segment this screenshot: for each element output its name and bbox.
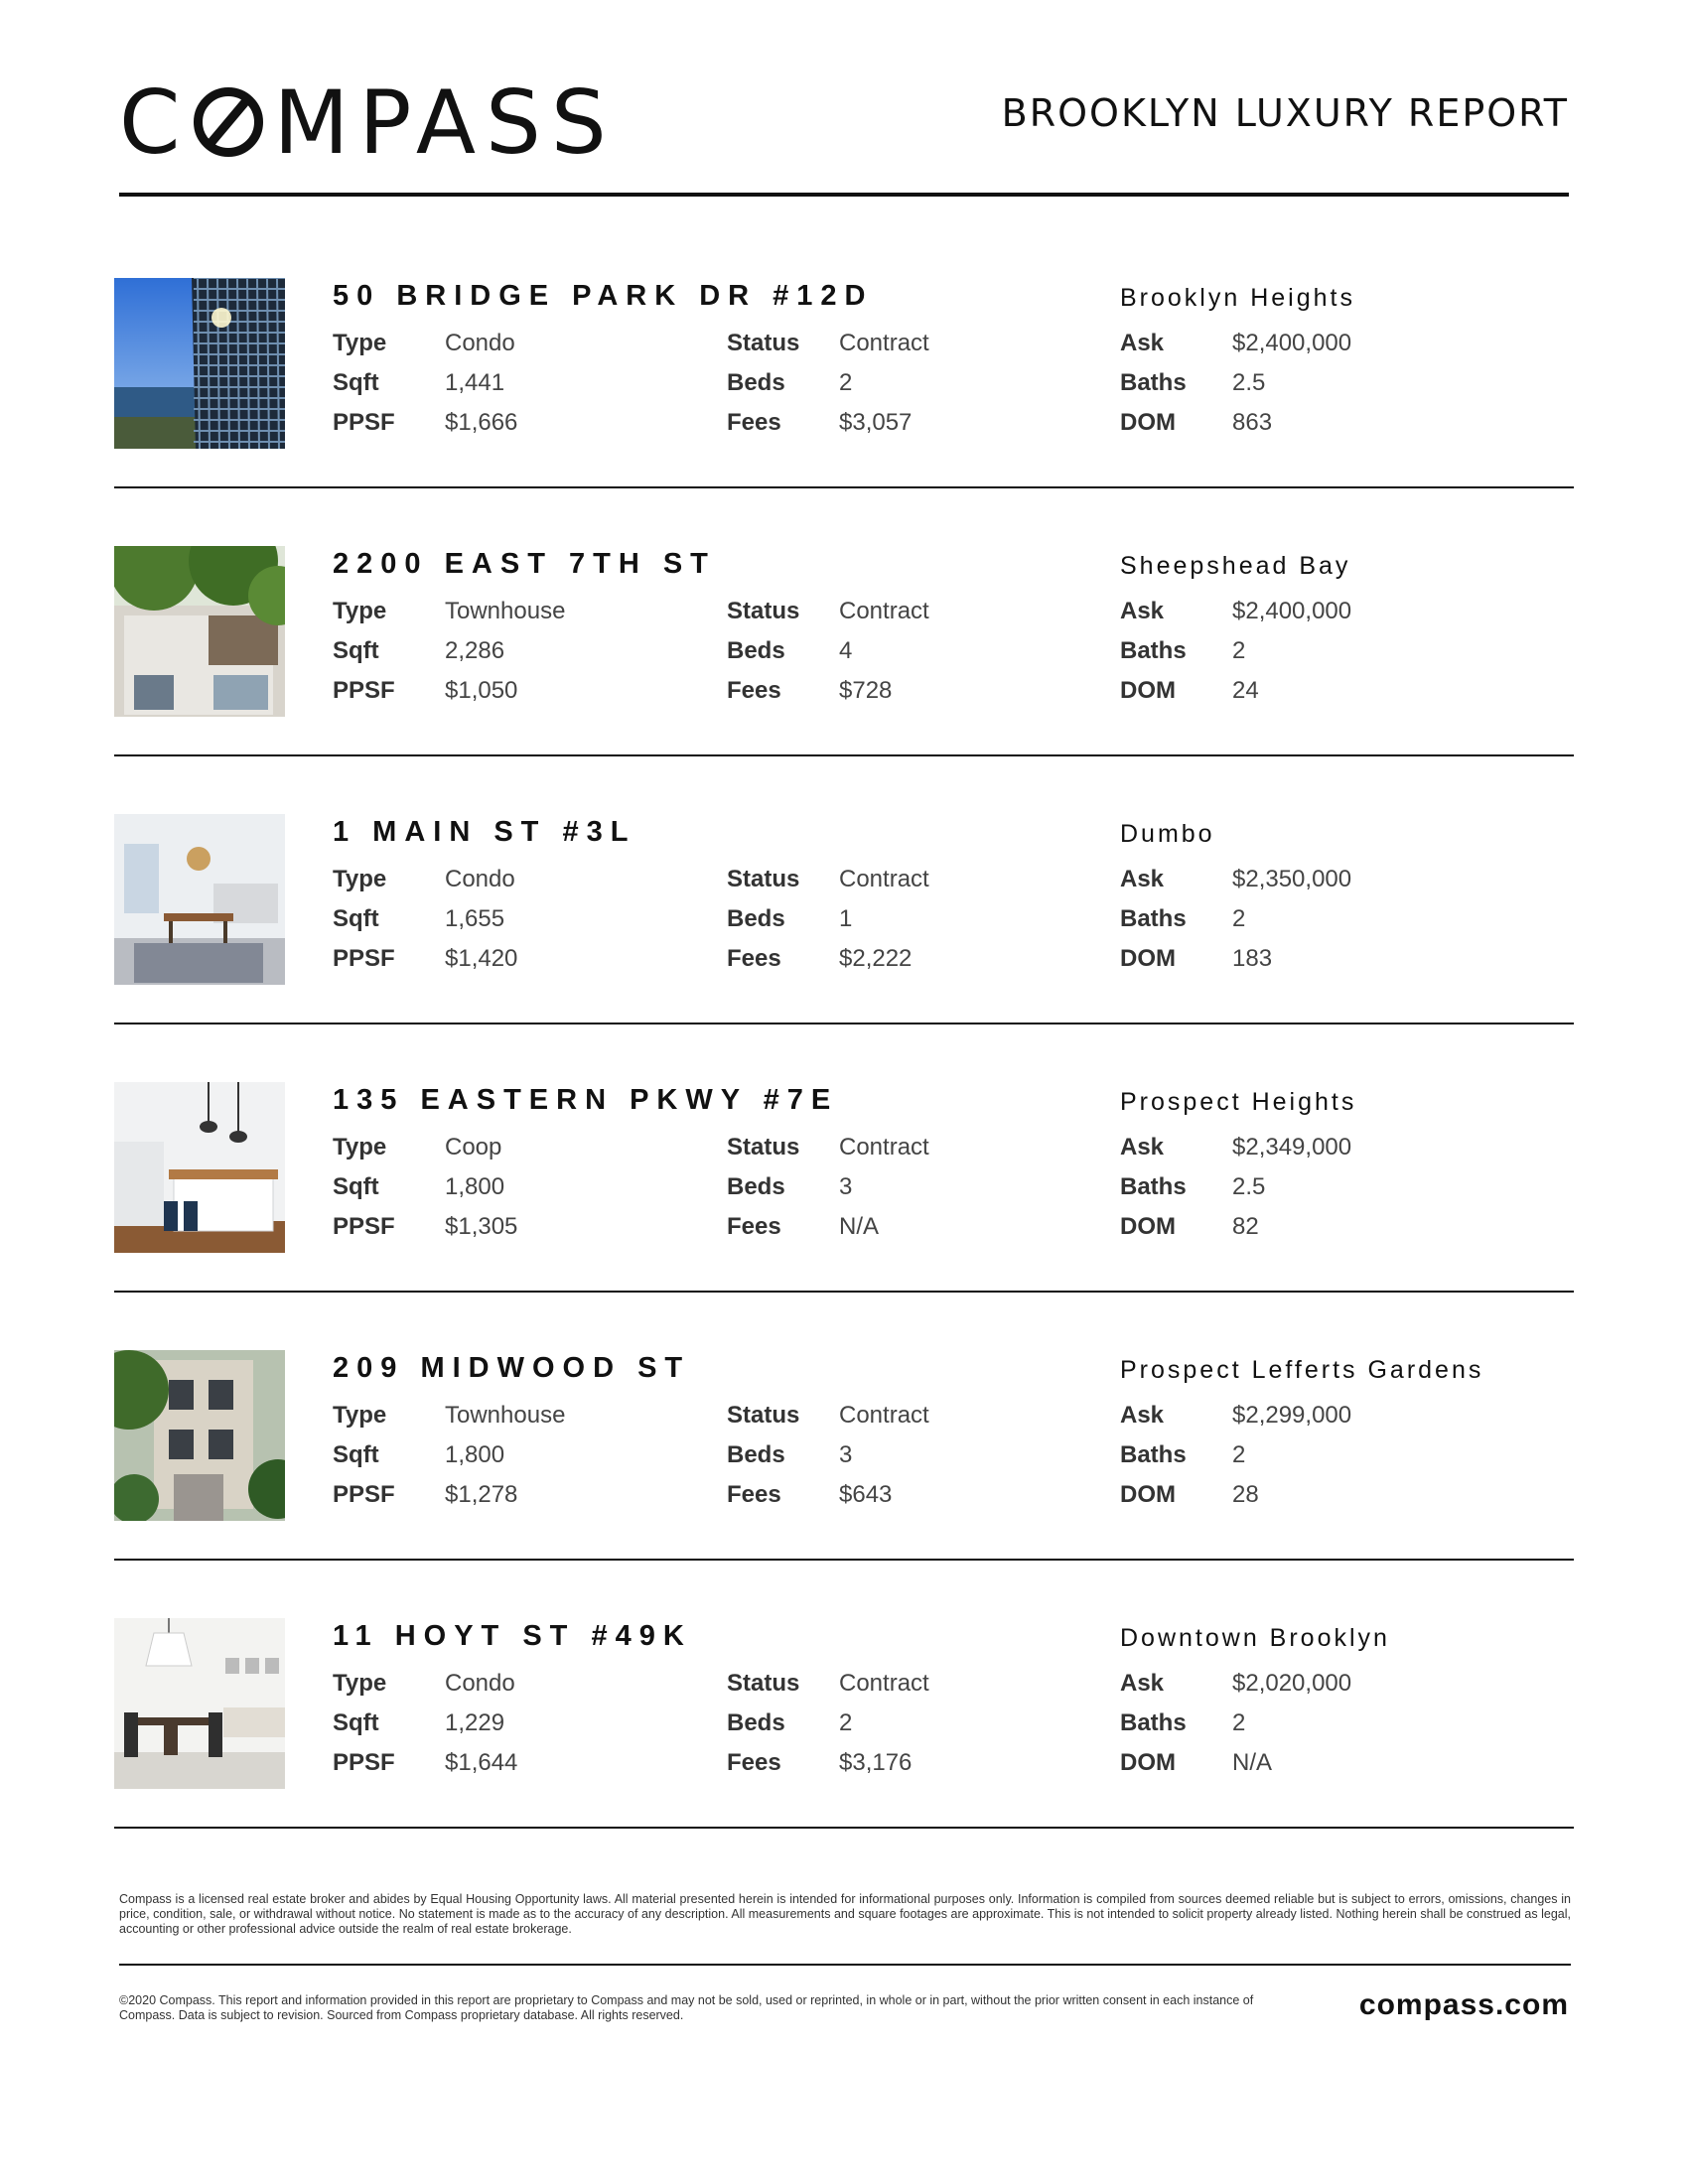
listing-photo[interactable]	[114, 1618, 285, 1789]
listing-card[interactable]	[114, 488, 1574, 756]
field-value-fees: $3,057	[839, 409, 913, 436]
field-label: Ask	[1120, 1670, 1165, 1697]
field-label: Baths	[1120, 369, 1187, 396]
field-label: DOM	[1120, 1213, 1176, 1240]
field-value-sqft: 1,441	[445, 369, 505, 396]
field-label: Beds	[727, 369, 785, 396]
field-value-baths: 2	[1232, 1709, 1246, 1736]
compass-logo: C MPASS	[119, 71, 617, 174]
field-label: Fees	[727, 409, 781, 436]
field-value-sqft: 1,800	[445, 1173, 505, 1200]
field-label: Baths	[1120, 1173, 1187, 1200]
field-label: Sqft	[333, 369, 379, 396]
field-value-ppsf: $1,644	[445, 1749, 518, 1776]
field-label: Type	[333, 866, 387, 892]
field-value-status: Contract	[839, 1402, 929, 1429]
field-value-dom: 863	[1232, 409, 1273, 436]
listing-address[interactable]: 50 BRIDGE PARK DR #12D	[333, 280, 874, 312]
field-label: Status	[727, 1670, 800, 1697]
listing-neighborhood: Sheepshead Bay	[1120, 552, 1351, 580]
field-label: Fees	[727, 1749, 781, 1776]
field-label: Beds	[727, 1709, 785, 1736]
field-value-ppsf: $1,666	[445, 409, 518, 436]
listing-card[interactable]	[114, 756, 1574, 1024]
field-label: PPSF	[333, 677, 395, 704]
field-label: Beds	[727, 905, 785, 932]
footer-divider	[119, 1964, 1571, 1966]
field-value-status: Contract	[839, 1670, 929, 1697]
field-label: PPSF	[333, 1213, 395, 1240]
field-value-dom: N/A	[1232, 1749, 1273, 1776]
field-value-fees: $728	[839, 677, 893, 704]
field-label: Baths	[1120, 1709, 1187, 1736]
field-value-type: Coop	[445, 1134, 502, 1160]
field-label: Baths	[1120, 1441, 1187, 1468]
field-label: Ask	[1120, 330, 1165, 356]
listing-address[interactable]: 135 EASTERN PKWY #7E	[333, 1084, 839, 1116]
field-value-status: Contract	[839, 330, 929, 356]
listing-address[interactable]: 209 MIDWOOD ST	[333, 1352, 691, 1384]
field-value-sqft: 1,229	[445, 1709, 505, 1736]
field-value-dom: 82	[1232, 1213, 1259, 1240]
field-label: DOM	[1120, 945, 1176, 972]
listing-photo[interactable]	[114, 546, 285, 717]
field-label: Status	[727, 1402, 800, 1429]
field-value-ppsf: $1,420	[445, 945, 518, 972]
field-value-status: Contract	[839, 1134, 929, 1160]
field-value-type: Condo	[445, 866, 515, 892]
field-label: Ask	[1120, 1402, 1165, 1429]
field-label: Baths	[1120, 637, 1187, 664]
field-label: Type	[333, 1402, 387, 1429]
field-label: Sqft	[333, 1441, 379, 1468]
field-value-ask: $2,350,000	[1232, 866, 1352, 892]
field-label: Type	[333, 1670, 387, 1697]
field-value-sqft: 1,800	[445, 1441, 505, 1468]
field-value-ask: $2,020,000	[1232, 1670, 1352, 1697]
field-label: PPSF	[333, 409, 395, 436]
field-label: PPSF	[333, 1481, 395, 1508]
field-value-beds: 3	[839, 1441, 853, 1468]
field-label: PPSF	[333, 1749, 395, 1776]
field-value-fees: $643	[839, 1481, 893, 1508]
listing-photo[interactable]	[114, 1350, 285, 1521]
field-label: Ask	[1120, 866, 1165, 892]
field-value-dom: 183	[1232, 945, 1273, 972]
field-value-baths: 2	[1232, 1441, 1246, 1468]
field-value-ppsf: $1,278	[445, 1481, 518, 1508]
listing-photo[interactable]	[114, 1082, 285, 1253]
legal-disclaimer: Compass is a licensed real estate broker and abides by Equal Housing Opportunity laws. All material presented herein is intended for informational purposes only. Information is compiled from sources deemed reliable but is subject to errors, omissions, changes in price, condition, sale, or withdrawal without notice. No statement is made as to the accuracy of any description. All measurements and square footages are approximate. This is not intended to solicit property already listed. Nothing herein shall be construed as legal, accounting or other professional advice outside the realm of real estate brokerage.	[119, 1892, 1571, 1936]
field-value-ask: $2,349,000	[1232, 1134, 1352, 1160]
field-label: PPSF	[333, 945, 395, 972]
field-value-ppsf: $1,305	[445, 1213, 518, 1240]
field-value-beds: 4	[839, 637, 853, 664]
field-value-beds: 2	[839, 369, 853, 396]
listing-card[interactable]	[114, 1293, 1574, 1561]
website-link[interactable]: compass.com	[1358, 1988, 1569, 2021]
field-label: Sqft	[333, 905, 379, 932]
field-value-ppsf: $1,050	[445, 677, 518, 704]
listing-neighborhood: Downtown Brooklyn	[1120, 1624, 1390, 1652]
field-label: Fees	[727, 945, 781, 972]
field-label: Fees	[727, 1213, 781, 1240]
field-value-baths: 2.5	[1232, 1173, 1266, 1200]
field-label: Type	[333, 1134, 387, 1160]
field-value-beds: 1	[839, 905, 853, 932]
field-value-baths: 2	[1232, 637, 1246, 664]
field-label: Beds	[727, 1441, 785, 1468]
field-value-dom: 28	[1232, 1481, 1259, 1508]
compass-logo-o-glyph	[194, 87, 263, 157]
field-value-ask: $2,400,000	[1232, 330, 1352, 356]
header-divider	[119, 193, 1569, 197]
field-label: Baths	[1120, 905, 1187, 932]
listing-photo[interactable]	[114, 278, 285, 449]
field-value-ask: $2,400,000	[1232, 598, 1352, 624]
field-value-fees: $3,176	[839, 1749, 913, 1776]
listing-photo[interactable]	[114, 814, 285, 985]
field-label: Type	[333, 598, 387, 624]
field-label: Ask	[1120, 1134, 1165, 1160]
field-label: DOM	[1120, 1749, 1176, 1776]
field-value-dom: 24	[1232, 677, 1259, 704]
field-value-type: Condo	[445, 330, 515, 356]
listing-card[interactable]	[114, 220, 1574, 488]
field-label: Status	[727, 598, 800, 624]
field-value-beds: 3	[839, 1173, 853, 1200]
field-label: Sqft	[333, 1709, 379, 1736]
listing-address[interactable]: 2200 EAST 7TH ST	[333, 548, 716, 580]
field-label: Sqft	[333, 637, 379, 664]
listing-card[interactable]	[114, 1561, 1574, 1829]
report-header	[119, 71, 1569, 189]
field-value-type: Townhouse	[445, 598, 566, 624]
field-label: Ask	[1120, 598, 1165, 624]
field-value-status: Contract	[839, 866, 929, 892]
report-title: BROOKLYN LUXURY REPORT	[1001, 91, 1569, 135]
listing-neighborhood: Prospect Lefferts Gardens	[1120, 1356, 1484, 1384]
field-label: Sqft	[333, 1173, 379, 1200]
field-label: Beds	[727, 1173, 785, 1200]
field-label: Fees	[727, 677, 781, 704]
field-label: Type	[333, 330, 387, 356]
copyright-notice: ©2020 Compass. This report and information provided in this report are proprietary to Compass and may not be sold, used or reprinted, in whole or in part, without the prior written consent in each instance of Compass. Data is subject to revision. Sourced from Compass proprietary database. All rights reserved.	[119, 1993, 1254, 2022]
field-label: Fees	[727, 1481, 781, 1508]
field-label: DOM	[1120, 677, 1176, 704]
field-value-sqft: 2,286	[445, 637, 505, 664]
listing-neighborhood: Dumbo	[1120, 820, 1215, 848]
field-label: Status	[727, 330, 800, 356]
field-value-fees: N/A	[839, 1213, 880, 1240]
listing-divider	[114, 1827, 1574, 1829]
field-label: Status	[727, 1134, 800, 1160]
field-value-fees: $2,222	[839, 945, 913, 972]
field-value-baths: 2	[1232, 905, 1246, 932]
field-label: DOM	[1120, 1481, 1176, 1508]
field-value-type: Townhouse	[445, 1402, 566, 1429]
field-value-baths: 2.5	[1232, 369, 1266, 396]
field-label: Beds	[727, 637, 785, 664]
listing-address[interactable]: 11 HOYT ST #49K	[333, 1620, 692, 1652]
field-label: Status	[727, 866, 800, 892]
listing-card[interactable]	[114, 1024, 1574, 1293]
field-value-sqft: 1,655	[445, 905, 505, 932]
field-value-ask: $2,299,000	[1232, 1402, 1352, 1429]
field-value-status: Contract	[839, 598, 929, 624]
field-label: DOM	[1120, 409, 1176, 436]
listing-neighborhood: Prospect Heights	[1120, 1088, 1357, 1116]
listing-address[interactable]: 1 MAIN ST #3L	[333, 816, 636, 848]
field-value-type: Condo	[445, 1670, 515, 1697]
listing-neighborhood: Brooklyn Heights	[1120, 284, 1355, 312]
field-value-beds: 2	[839, 1709, 853, 1736]
